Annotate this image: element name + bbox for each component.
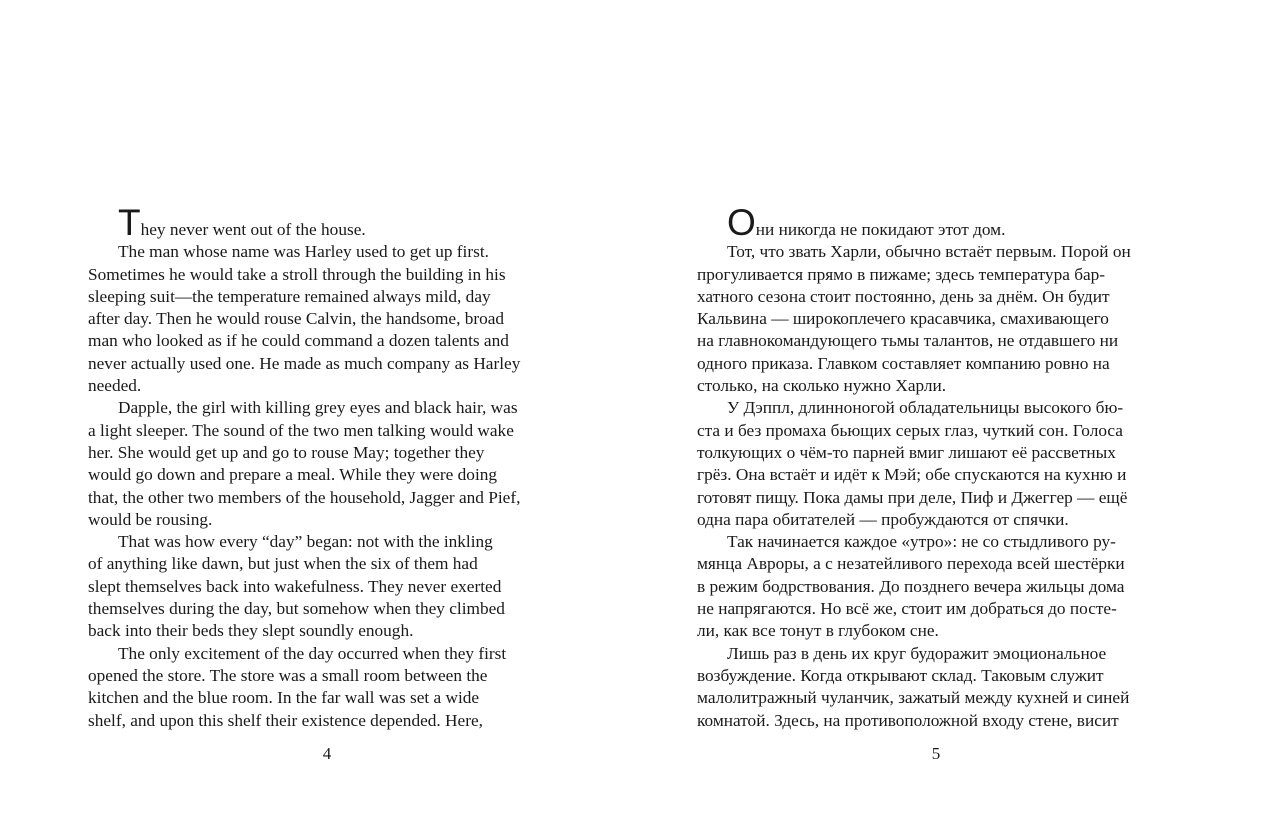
paragraph: The only excitement of the day occurred when they first opened the store. The store was a small room between the kitchen and the blue room. In the far wall was set a wide shelf, and upon this shelf their existence depended. Here, <box>88 643 507 730</box>
paragraph: That was how every “day” began: not with the inkling of anything like dawn, but just when the six of them had slept themselves back into wakefulness. They never exerted themselves during the day, but somehow when they climbed back into their beds they slept soundly enough. <box>88 532 505 641</box>
opening-line-text: hey never went out of the house. <box>140 220 366 239</box>
page-number-left: 4 <box>322 744 332 763</box>
opening-line <box>88 202 566 243</box>
opening-line-text: ни никогда не покидают этот дом. <box>755 220 1006 239</box>
paragraph: Dapple, the girl with killing grey eyes and black hair, was a light sleeper. The sound of the two men talking would wake her. She would get up and go to rouse May; together they would go down and prepare a meal. While they were doing that, the other two members of the household, Jagger and Pief, would be rousing. <box>88 398 521 529</box>
left-page <box>88 202 566 732</box>
paragraph: Лишь раз в день их круг будоражит эмоциональное возбуждение. Когда открывают склад. Таковым служит малолитражный чуланчик, зажатый между кухней и синей комнатой. Здесь, на противоположной входу стене, висит <box>697 643 1130 730</box>
drop-cap: T <box>118 202 141 243</box>
paragraph: У Дэппл, длинноногой обладательницы высокого бю- ста и без промаха бьющих серых глаз, чуткий сон. Голоса толкующих о чём-то парней вмиг лишают её рассветных грёз. Она встаёт и идёт к Мэй; обе спускаются на кухню и готовят пищу. Пока дамы при деле, Пиф и Джеггер — ещё одна пара обитателей — пробуждаются от спячки. <box>697 398 1128 529</box>
paragraph: Тот, что звать Харли, обычно встаёт первым. Порой он прогуливается прямо в пижаме; здесь температура бар- хатного сезона стоит постоянно, день за днём. Он будит Кальвина — широкоплечего красавчика, смахивающего на главнокомандующего тьмы талантов, не отдавшего ни одного приказа. Главком составляет компанию ровно на столько, на сколько нужно Харли. <box>697 242 1131 396</box>
paragraph: The man whose name was Harley used to get up first. Sometimes he would take a stroll through the building in his sleeping suit—the temperature remained always mild, day after day. Then he would rouse Calvin, the handsome, broad man who looked as if he could command a dozen talents and never actually used one. He made as much company as Harley needed. <box>88 242 521 396</box>
drop-cap: О <box>727 202 756 243</box>
page-number-right: 5 <box>931 744 941 763</box>
right-page <box>697 202 1175 732</box>
opening-line <box>697 202 1175 243</box>
paragraph: Так начинается каждое «утро»: не со стыдливого ру- мянца Авроры, а с незатейливого перехода всей шестёрки в режим бодрствования. До позднего вечера жильцы дома не напрягаются. Но всё же, стоит им добраться до посте- ли, как все тонут в глубоком сне. <box>697 532 1125 641</box>
